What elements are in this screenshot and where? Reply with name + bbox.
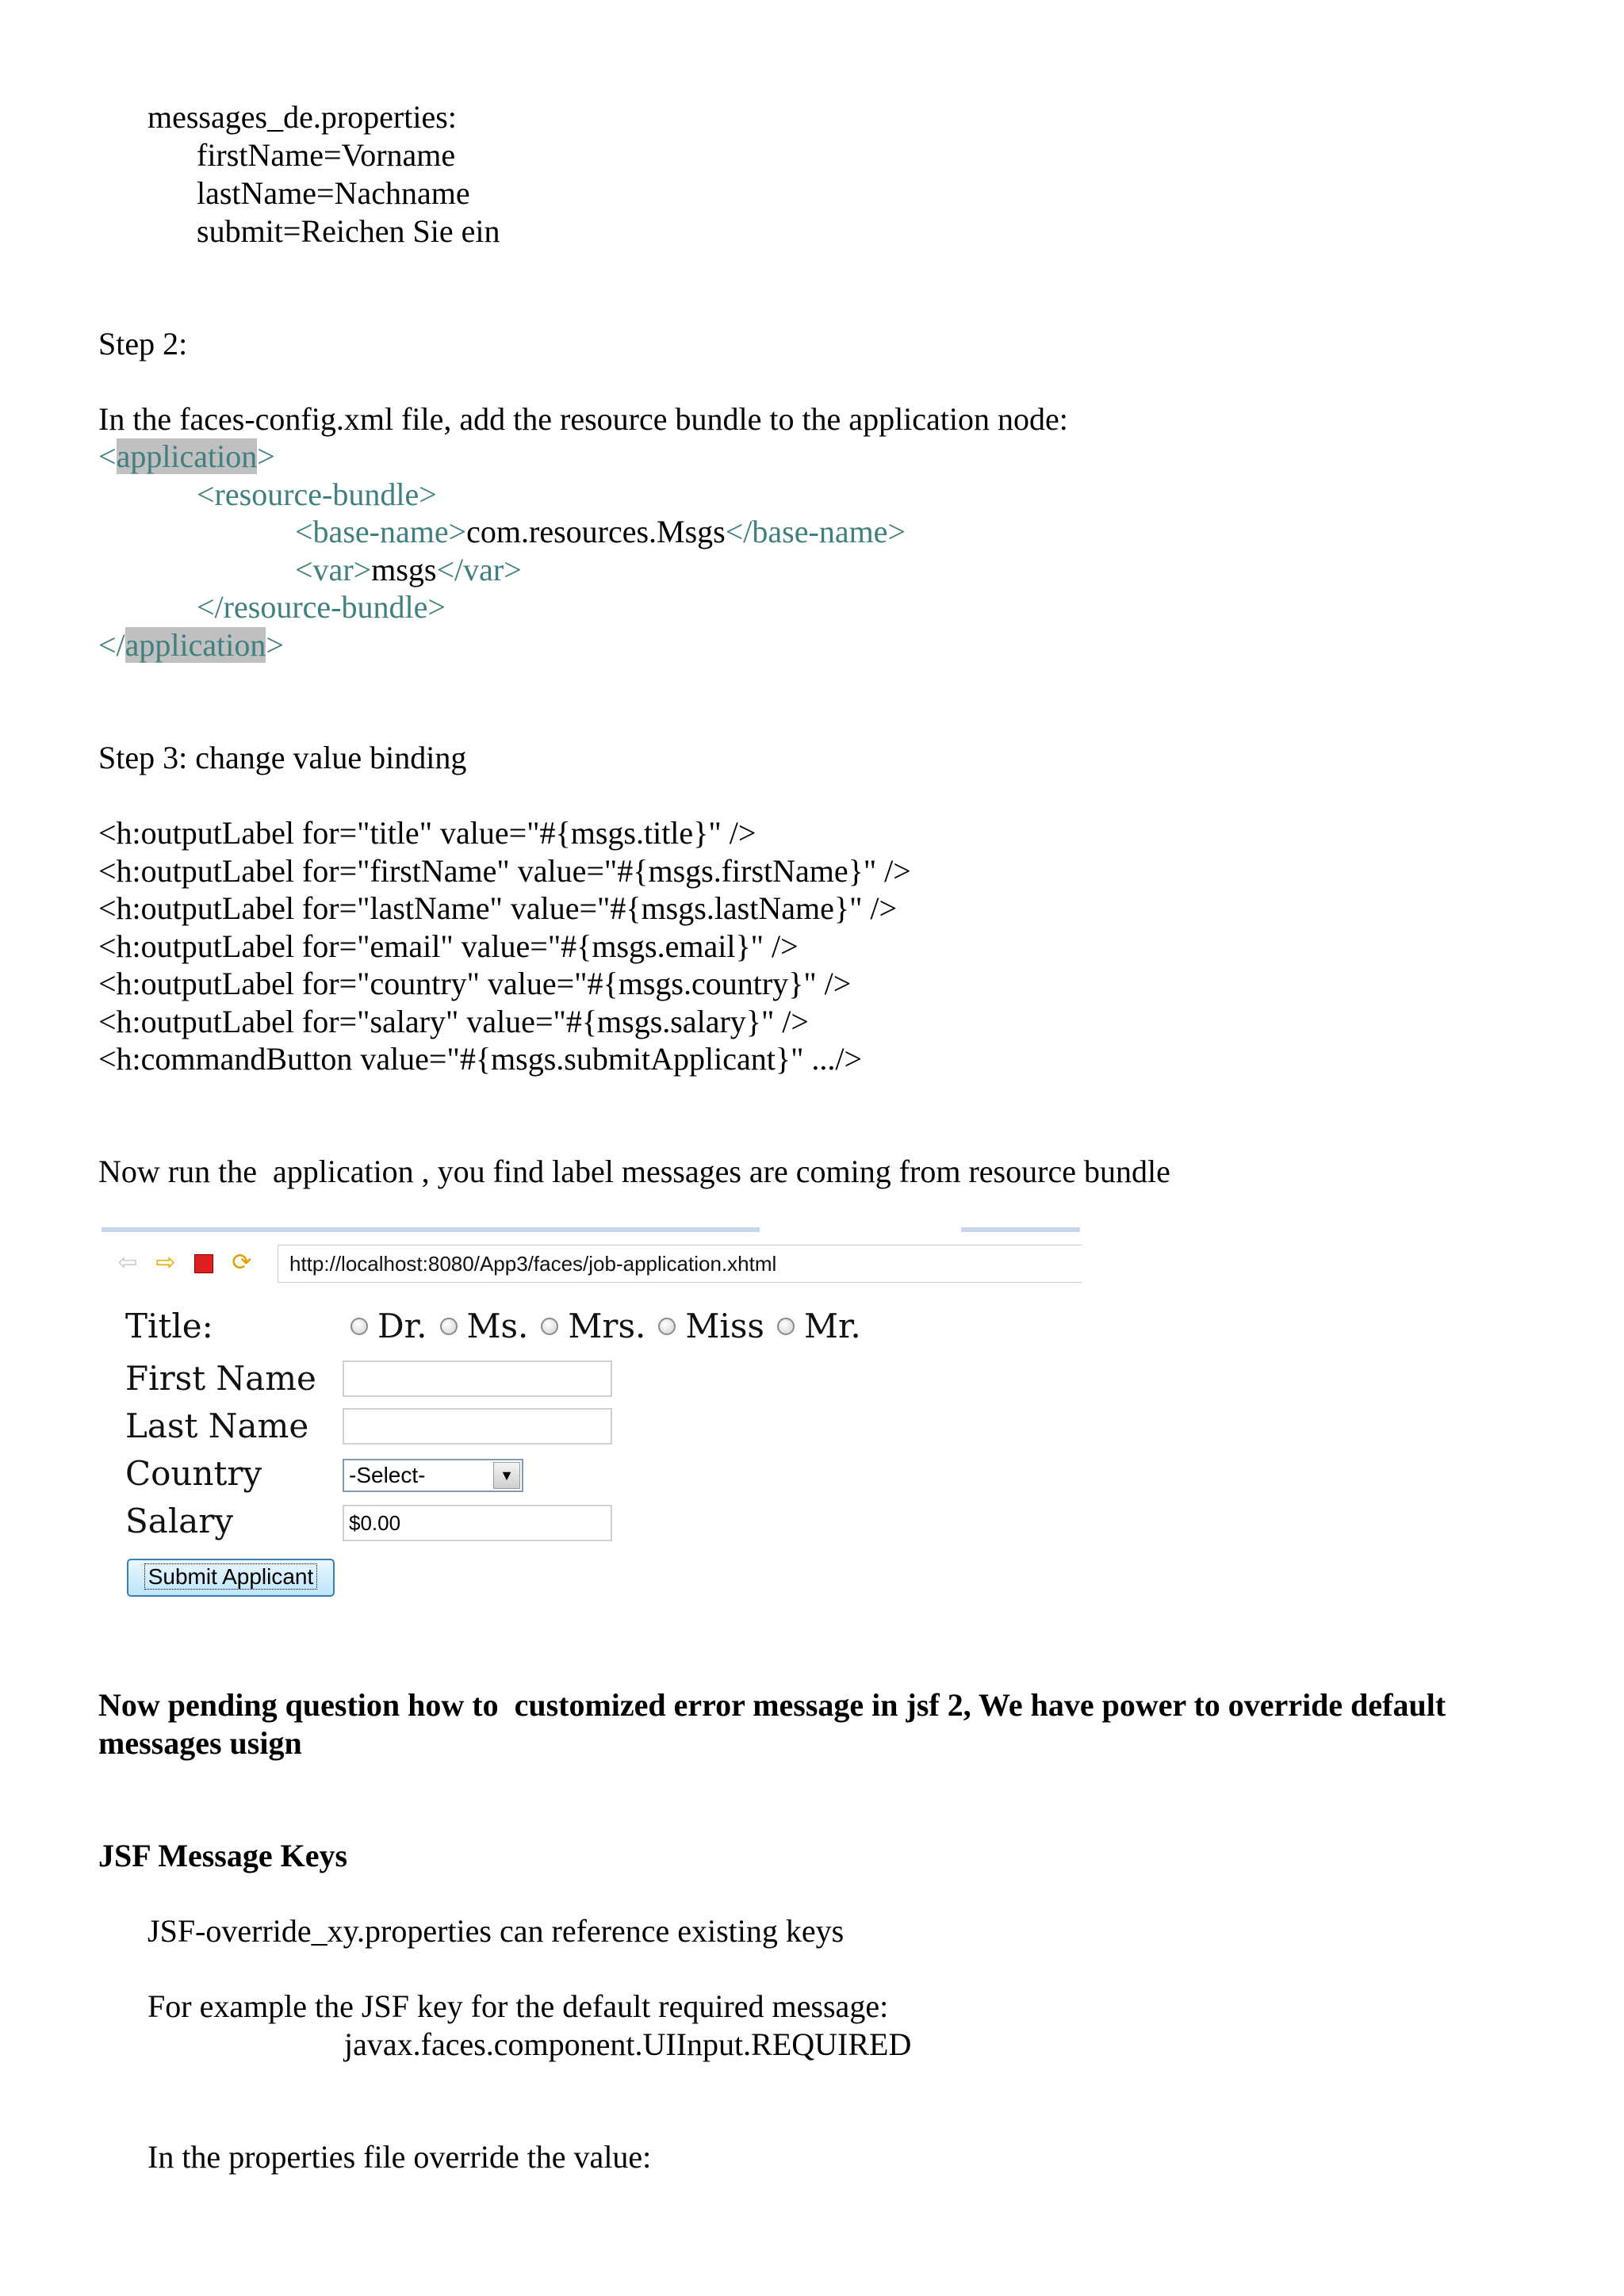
submit-applicant-button[interactable] bbox=[127, 1559, 335, 1597]
browser-tab-strip bbox=[102, 1227, 760, 1232]
first-name-input[interactable] bbox=[343, 1360, 612, 1397]
xml-var: <var>msgs</var> bbox=[295, 552, 522, 587]
title-label: Title: bbox=[125, 1307, 213, 1345]
keys-reference-text: JSF-override_xy.properties can reference existing keys bbox=[147, 1913, 845, 1949]
radio-dr[interactable] bbox=[350, 1318, 368, 1335]
radio-miss[interactable] bbox=[658, 1318, 676, 1335]
country-label: Country bbox=[125, 1454, 262, 1493]
radio-mrs[interactable] bbox=[541, 1318, 558, 1335]
radio-ms[interactable] bbox=[440, 1318, 458, 1335]
country-select[interactable] bbox=[343, 1459, 523, 1492]
first-name-label: First Name bbox=[125, 1359, 316, 1398]
job-application-form bbox=[98, 1300, 1082, 1594]
radio-label: Mr. bbox=[803, 1307, 861, 1345]
chevron-down-icon[interactable]: ▼ bbox=[493, 1462, 520, 1489]
step2-intro: In the faces-config.xml file, add the resource bundle to the application node: bbox=[98, 401, 1068, 437]
code-line: <h:outputLabel for="firstName" value="#{msgs.firstName}" /> bbox=[98, 853, 911, 889]
required-key-name: javax.faces.component.UIInput.REQUIRED bbox=[344, 2026, 912, 2062]
xml-resource-bundle-open: <resource-bundle> bbox=[197, 476, 437, 512]
xml-application-close: </application> bbox=[98, 627, 284, 663]
salary-label: Salary bbox=[125, 1502, 234, 1540]
browser-tab-strip bbox=[961, 1227, 1080, 1232]
refresh-icon[interactable]: ⟳ bbox=[232, 1249, 252, 1276]
title-radio-group bbox=[350, 1307, 874, 1346]
step3-heading: Step 3: change value binding bbox=[98, 740, 467, 775]
radio-label: Mrs. bbox=[568, 1307, 646, 1345]
code-line: <h:outputLabel for="salary" value="#{msgs.salary}" /> bbox=[98, 1004, 809, 1039]
back-arrow-icon[interactable]: ⇦ bbox=[117, 1249, 138, 1276]
radio-label: Miss bbox=[685, 1307, 764, 1345]
step2-heading: Step 2: bbox=[98, 326, 188, 362]
pending-question-line: Now pending question how to customized error message in jsf 2, We have power to override default bbox=[98, 1687, 1446, 1723]
property-line: firstName=Vorname bbox=[197, 137, 456, 173]
last-name-input[interactable] bbox=[343, 1408, 612, 1445]
keys-example-text: For example the JSF key for the default required message: bbox=[147, 1988, 889, 2024]
code-line: <h:outputLabel for="lastName" value="#{msgs.lastName}" /> bbox=[98, 890, 898, 926]
xml-base-name: <base-name>com.resources.Msgs</base-name> bbox=[295, 514, 906, 549]
pending-question-line: messages usign bbox=[98, 1725, 302, 1761]
code-line: <h:outputLabel for="email" value="#{msgs.email}" /> bbox=[98, 928, 799, 964]
submit-button-label: Submit Applicant bbox=[144, 1563, 318, 1590]
radio-label: Ms. bbox=[466, 1307, 529, 1345]
property-line: lastName=Nachname bbox=[197, 175, 470, 211]
browser-screenshot bbox=[98, 1221, 1082, 1594]
property-line: submit=Reichen Sie ein bbox=[197, 213, 500, 249]
last-name-label: Last Name bbox=[125, 1406, 309, 1445]
code-line: <h:commandButton value="#{msgs.submitApplicant}" .../> bbox=[98, 1041, 863, 1077]
forward-arrow-icon[interactable]: ⇨ bbox=[155, 1249, 176, 1276]
stop-icon[interactable] bbox=[190, 1251, 217, 1275]
xml-resource-bundle-close: </resource-bundle> bbox=[197, 589, 446, 625]
xml-application-open: <application> bbox=[98, 438, 275, 474]
run-application-text: Now run the application , you find label messages are coming from resource bundle bbox=[98, 1154, 1170, 1189]
code-line: <h:outputLabel for="country" value="#{msgs.country}" /> bbox=[98, 966, 852, 1001]
properties-file-name: messages_de.properties: bbox=[147, 99, 457, 135]
jsf-message-keys-heading: JSF Message Keys bbox=[98, 1838, 348, 1873]
radio-label: Dr. bbox=[377, 1307, 427, 1345]
override-text: In the properties file override the value: bbox=[147, 2139, 652, 2175]
address-bar[interactable]: http://localhost:8080/App3/faces/job-application.xhtml bbox=[278, 1245, 1082, 1283]
browser-toolbar bbox=[98, 1238, 1082, 1288]
country-selected-value: -Select- bbox=[349, 1463, 426, 1487]
radio-mr[interactable] bbox=[777, 1318, 795, 1335]
salary-input[interactable]: $0.00 bbox=[343, 1505, 612, 1541]
code-line: <h:outputLabel for="title" value="#{msgs.title}" /> bbox=[98, 815, 756, 851]
